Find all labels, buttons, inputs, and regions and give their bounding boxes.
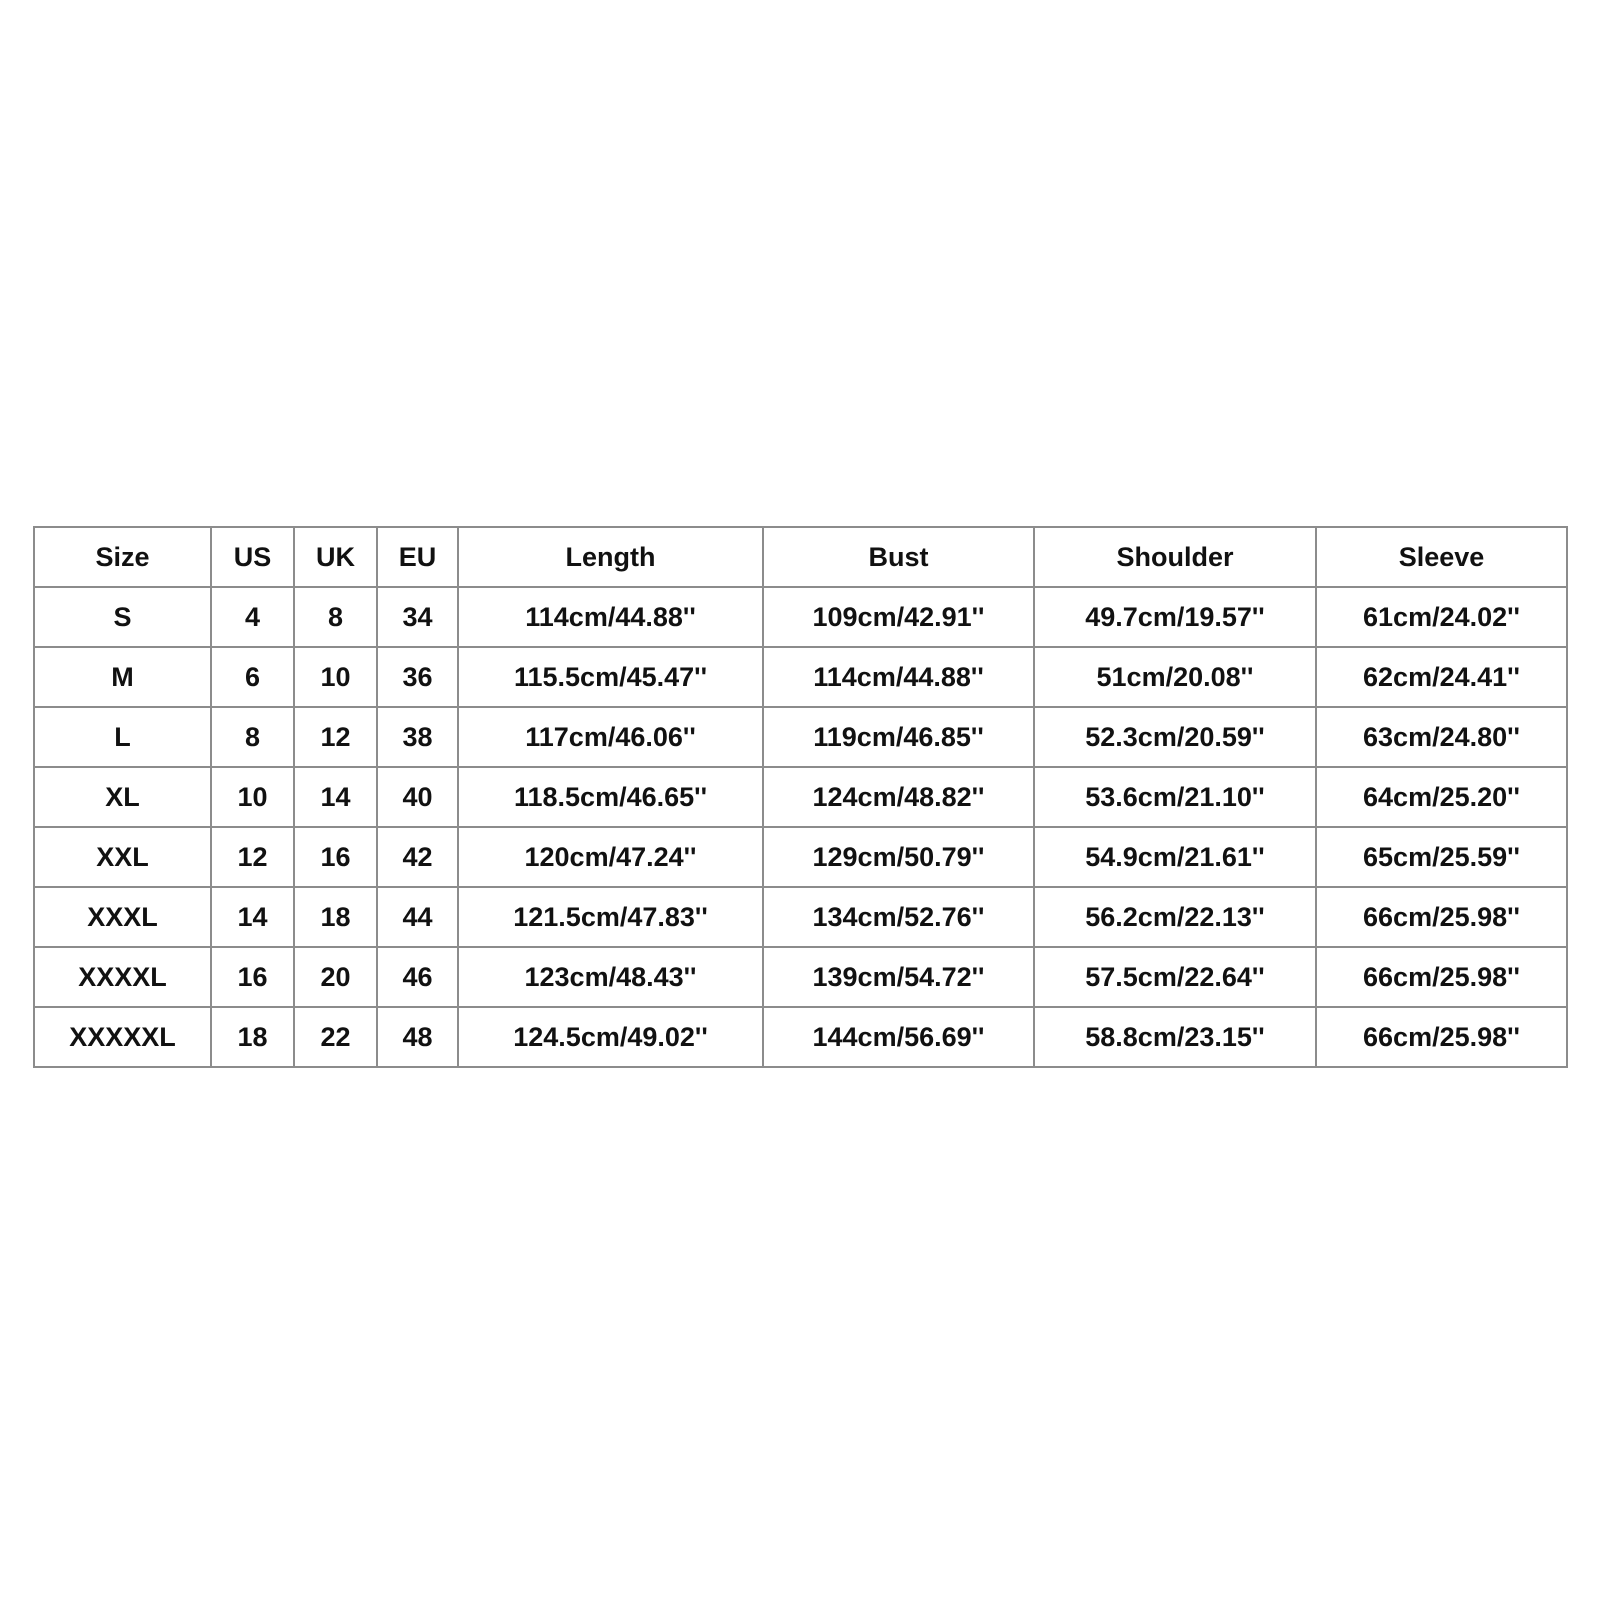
header-length: Length xyxy=(458,527,763,587)
header-shoulder: Shoulder xyxy=(1034,527,1316,587)
cell-sleeve: 66cm/25.98'' xyxy=(1316,1007,1567,1067)
cell-sleeve: 63cm/24.80'' xyxy=(1316,707,1567,767)
cell-shoulder: 58.8cm/23.15'' xyxy=(1034,1007,1316,1067)
cell-uk: 16 xyxy=(294,827,377,887)
cell-shoulder: 57.5cm/22.64'' xyxy=(1034,947,1316,1007)
cell-uk: 14 xyxy=(294,767,377,827)
cell-us: 8 xyxy=(211,707,294,767)
cell-uk: 22 xyxy=(294,1007,377,1067)
cell-uk: 20 xyxy=(294,947,377,1007)
table-row xyxy=(34,827,1567,887)
cell-eu: 34 xyxy=(377,587,458,647)
cell-bust: 124cm/48.82'' xyxy=(763,767,1034,827)
cell-length: 124.5cm/49.02'' xyxy=(458,1007,763,1067)
cell-eu: 42 xyxy=(377,827,458,887)
cell-size: L xyxy=(34,707,211,767)
header-row xyxy=(34,527,1567,587)
cell-shoulder: 53.6cm/21.10'' xyxy=(1034,767,1316,827)
cell-bust: 114cm/44.88'' xyxy=(763,647,1034,707)
cell-eu: 44 xyxy=(377,887,458,947)
cell-sleeve: 66cm/25.98'' xyxy=(1316,887,1567,947)
cell-size: S xyxy=(34,587,211,647)
cell-eu: 48 xyxy=(377,1007,458,1067)
cell-us: 14 xyxy=(211,887,294,947)
cell-uk: 10 xyxy=(294,647,377,707)
cell-length: 115.5cm/45.47'' xyxy=(458,647,763,707)
cell-size: XXL xyxy=(34,827,211,887)
table-row xyxy=(34,887,1567,947)
cell-us: 18 xyxy=(211,1007,294,1067)
header-size: Size xyxy=(34,527,211,587)
cell-uk: 12 xyxy=(294,707,377,767)
cell-length: 118.5cm/46.65'' xyxy=(458,767,763,827)
cell-shoulder: 54.9cm/21.61'' xyxy=(1034,827,1316,887)
cell-us: 12 xyxy=(211,827,294,887)
size-chart-body xyxy=(34,587,1567,1067)
cell-bust: 139cm/54.72'' xyxy=(763,947,1034,1007)
cell-size: XXXXL xyxy=(34,947,211,1007)
header-uk: UK xyxy=(294,527,377,587)
cell-size: XXXL xyxy=(34,887,211,947)
header-us: US xyxy=(211,527,294,587)
cell-sleeve: 66cm/25.98'' xyxy=(1316,947,1567,1007)
header-bust: Bust xyxy=(763,527,1034,587)
cell-length: 123cm/48.43'' xyxy=(458,947,763,1007)
cell-size: XXXXXL xyxy=(34,1007,211,1067)
cell-size: XL xyxy=(34,767,211,827)
cell-shoulder: 51cm/20.08'' xyxy=(1034,647,1316,707)
cell-shoulder: 52.3cm/20.59'' xyxy=(1034,707,1316,767)
cell-us: 6 xyxy=(211,647,294,707)
cell-bust: 109cm/42.91'' xyxy=(763,587,1034,647)
cell-sleeve: 61cm/24.02'' xyxy=(1316,587,1567,647)
header-eu: EU xyxy=(377,527,458,587)
header-sleeve: Sleeve xyxy=(1316,527,1567,587)
cell-length: 120cm/47.24'' xyxy=(458,827,763,887)
cell-uk: 18 xyxy=(294,887,377,947)
table-row xyxy=(34,1007,1567,1067)
cell-shoulder: 49.7cm/19.57'' xyxy=(1034,587,1316,647)
cell-length: 121.5cm/47.83'' xyxy=(458,887,763,947)
size-chart-table xyxy=(33,526,1568,1068)
table-row xyxy=(34,707,1567,767)
cell-us: 4 xyxy=(211,587,294,647)
cell-sleeve: 64cm/25.20'' xyxy=(1316,767,1567,827)
cell-eu: 46 xyxy=(377,947,458,1007)
cell-bust: 134cm/52.76'' xyxy=(763,887,1034,947)
cell-bust: 144cm/56.69'' xyxy=(763,1007,1034,1067)
cell-sleeve: 62cm/24.41'' xyxy=(1316,647,1567,707)
cell-us: 16 xyxy=(211,947,294,1007)
cell-length: 117cm/46.06'' xyxy=(458,707,763,767)
cell-shoulder: 56.2cm/22.13'' xyxy=(1034,887,1316,947)
cell-length: 114cm/44.88'' xyxy=(458,587,763,647)
table-row xyxy=(34,767,1567,827)
cell-eu: 38 xyxy=(377,707,458,767)
cell-size: M xyxy=(34,647,211,707)
table-row xyxy=(34,947,1567,1007)
cell-eu: 40 xyxy=(377,767,458,827)
table-row xyxy=(34,647,1567,707)
cell-eu: 36 xyxy=(377,647,458,707)
table-row xyxy=(34,587,1567,647)
cell-us: 10 xyxy=(211,767,294,827)
cell-bust: 129cm/50.79'' xyxy=(763,827,1034,887)
cell-uk: 8 xyxy=(294,587,377,647)
cell-sleeve: 65cm/25.59'' xyxy=(1316,827,1567,887)
cell-bust: 119cm/46.85'' xyxy=(763,707,1034,767)
